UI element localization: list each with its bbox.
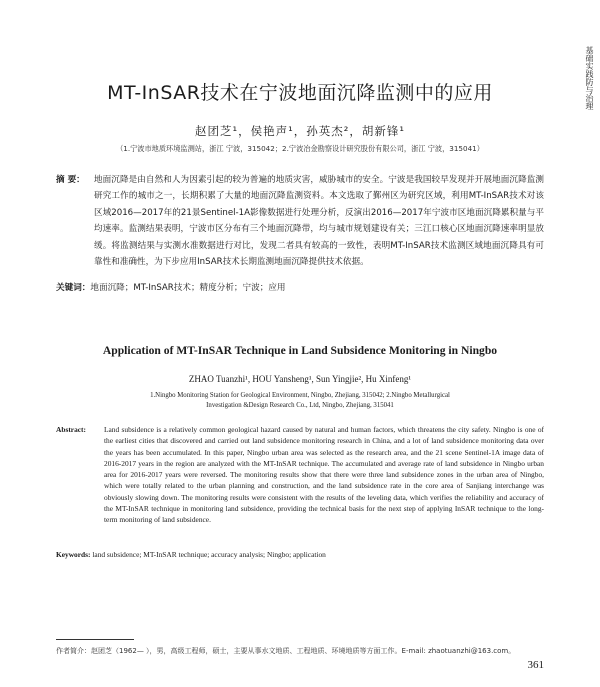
abstract-cn	[56, 172, 544, 270]
abstract-en-text: Land subsidence is a relatively common geological hazard caused by natural and human factors, which threatens the city safety. Ningbo is one of the earliest cities that discovered and carried out land subsidence monitoring research in China, and a lot of land subsidence monitoring data over the years has been accumulated. In this paper, Ningbo urban area was selected as the research area, and the 21 scene Sentinel-1A image data of 2016-2017 years in the region are analyzed with the MT-InSAR technique. The accumulated and average rate of land subsidence in Ningbo urban area for 2016-2017 years were reversed. The monitoring results show that there were three land subsidence zones in the urban area of Ningbo, which were totally related to the urban planning and construction, and the land subsidence rate in the core area of Sanjiang interchange was obviously slowing down. The monitoring results were consistent with the results of the leveling data, which verifies the reliability and accuracy of the MT-InSAR technique in monitoring land subsidence, providing the technical basis for the next step of applying InSAR technique to the long-term monitoring of land subsidence.	[104, 425, 544, 524]
authors-en: ZHAO Tuanzhi¹, HOU Yansheng¹, Sun Yingjie², Hu Xinfeng¹	[188, 374, 412, 384]
abstract-en-label: Abstract:	[56, 425, 86, 434]
author-footnote: 作者简介：赵团芝（1962— ），男，高级工程师，硕士，主要从事水文地质、工程地质、环境地质等方面工作。E-mail: zhaotuanzhi@163.com。	[56, 647, 516, 655]
keywords-en-label: Keywords:	[56, 550, 91, 559]
abstract-cn-text: 地面沉降是由自然和人为因素引起的较为普遍的地质灾害，威胁城市的安全。宁波是我国较早发现并开展地面沉降监测研究工作的城市之一，长期积累了大量的地面沉降监测资料。本文选取了鄞州区为研究区域，利用MT-InSAR技术对该区域2016—2017年的21景Sentinel-1A影像数据进行处理分析，反演出2016—2017年宁波市区地面沉降累积量与平均速率。监测结果表明，宁波市区分布有三个地面沉降带，均与城市规划建设有关；三江口核心区地面沉降速率明显放缓。将监测结果与实测水准数据进行对比，发现二者具有较高的一致性，表明MT-InSAR技术监测区域地面沉降具有可靠性和准确性，为下步应用InSAR技术长期监测地面沉降提供技术依据。	[94, 175, 544, 268]
keywords-en	[56, 550, 544, 559]
abstract-cn-label: 摘 要：	[56, 175, 85, 185]
footnote-divider	[56, 639, 134, 640]
section-side-tag: 基础实践防与治理	[585, 46, 594, 110]
affiliation-cn: （1.宁波市地质环境监测站，浙江 宁波，315042；2.宁波冶金勘察设计研究股份有限公司，浙江 宁波，315041）	[116, 144, 484, 153]
paper-title-en: Application of MT-InSAR Technique in Land Subsidence Monitoring in Ningbo	[102, 344, 498, 357]
affiliation-en: 1.Ningbo Monitoring Station for Geological Environment, Ningbo, Zhejiang, 315042; 2.Ningbo Metallurgical Investigation &Design Research Co., Ltd, Ningbo, Zhejiang, 315041	[150, 392, 450, 409]
paper-title-cn: MT-InSAR技术在宁波地面沉降监测中的应用	[107, 82, 493, 104]
keywords-cn-text: 地面沉降；MT-InSAR技术；精度分析；宁波；应用	[90, 283, 286, 293]
page-number: 361	[527, 659, 544, 671]
authors-cn: 赵团芝¹，侯艳声¹，孙英杰²，胡新锋¹	[195, 124, 405, 138]
keywords-cn-label: 关键词：	[56, 283, 91, 293]
keywords-en-text: land subsidence; MT-InSAR technique; accuracy analysis; Ningbo; application	[92, 550, 326, 559]
keywords-cn	[56, 281, 544, 293]
abstract-en	[56, 424, 544, 525]
